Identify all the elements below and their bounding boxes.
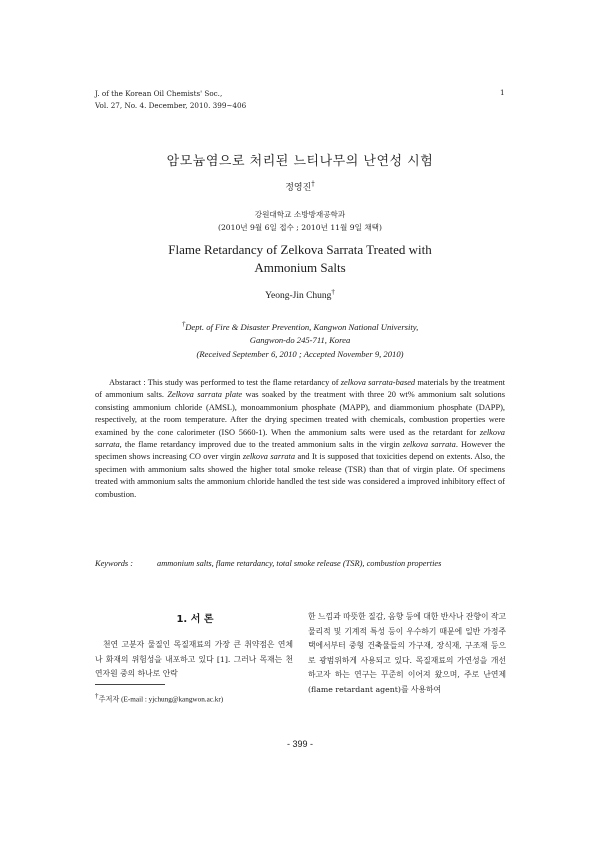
dates-korean: (2010년 9월 6일 접수 ; 2010년 11월 9일 채택) (218, 223, 382, 232)
affiliation-korean (0, 208, 600, 234)
keywords-text: ammonium salts, flame retardancy, total smoke release (TSR), combustion properties (157, 559, 442, 568)
dagger-mark: † (311, 180, 315, 188)
dagger-mark: † (331, 288, 335, 296)
journal-line-1: J. of the Korean Oil Chemists' Soc., (95, 89, 223, 98)
journal-citation (95, 88, 246, 112)
title-english-line-1: Flame Retardancy of Zelkova Sarrata Treated with (168, 242, 432, 257)
dagger-mark: † (181, 320, 186, 328)
title-english-line-2: Ammonium Salts (254, 260, 346, 275)
keywords-label: Keywords : (95, 559, 134, 568)
author-korean-name: 정영진 (285, 183, 312, 193)
footer-page-number: - 399 - (286, 739, 313, 749)
author-english-name: Yeong-Jin Chung (265, 291, 332, 302)
author-english (0, 288, 600, 301)
author-korean (0, 180, 600, 193)
abstract (95, 377, 505, 501)
dates-english: (Received September 6, 2010 ; Accepted November 9, 2010) (196, 348, 404, 359)
body-text-right-column: 한 느낌과 따뜻한 질감, 음향 등에 대한 반사나 잔향이 작고 물리적 및 기계적 특성 등이 우수하기 때문에 일반 가정주택에서부터 중형 건축물들의 가구재, 장식재, 구조재 등으로 광범위하게 사용되고 있다. 목질재료의 가연성을 개선하고자 하는 연구는 꾸준히 이어져 왔으며, 주로 난연제(flame retardant agent)를 사용하여 (308, 612, 507, 694)
affiliation-english (0, 318, 600, 361)
footnote-text: 주저자 (E-mail : yjchung@kangwon.ac.kr) (98, 695, 224, 704)
abstract-text: : This study was performed to test the flame retardancy of zelkova sarrata-based materials by the treatment of ammonium salts. Zelkova sarrata plate was soaked by the treatment with three 20 wt% ammonium salt solutions consisting ammonium chloride (AMSL), monoammonium phosphate (MAPP), and diammonium phosphate (DAPP), respectively, at the room temperature. After the drying specimen treated with chemicals, combustion properties were examined by the cone calorimeter (ISO 5660-1). When the ammonium salts were used as the retardant for zelkova sarrata, the flame retardancy improved due to the treated ammonium salts in the virgin zelkova sarrata. However the specimen shows increasing CO over virgin zelkova sarrata and It is supposed that toxicities depend on extents. Also, the specimen with ammonium salts showed the higher total smoke release (TSR) than that of virgin plate. Of specimens treated with ammonium salts the ammonium chloride handled the test side was considered a improved inhibitory effect of combustion. (95, 378, 505, 499)
title-english (0, 241, 600, 277)
footnote (95, 692, 223, 704)
dagger-mark: † (95, 692, 99, 700)
abstract-label: Abstaract (109, 378, 142, 387)
affiliation-korean-line: 강원대학교 소방방재공학과 (254, 210, 346, 219)
body-text-left-column: 천연 고분자 물질인 목질재료의 가장 큰 취약점은 연체나 화재의 위험성을 내포하고 있다 [1]. 그러나 목재는 천연자원 중의 하나로 안락 (95, 640, 293, 678)
keywords (95, 558, 505, 570)
affiliation-english-line-1: †Dept. of Fire & Disaster Prevention, Kangwon National University, (181, 320, 419, 332)
page-number: 1 (500, 88, 505, 97)
footnote-divider (95, 684, 165, 685)
affiliation-english-line-2: Gangwon-do 245-711, Korea (249, 335, 351, 346)
journal-line-2: Vol. 27, No. 4. December, 2010. 399~406 (95, 101, 247, 110)
section-title-introduction: 1. 서 론 (176, 614, 214, 625)
title-korean: 암모늄염으로 처리된 느티나무의 난연성 시험 (166, 154, 434, 169)
